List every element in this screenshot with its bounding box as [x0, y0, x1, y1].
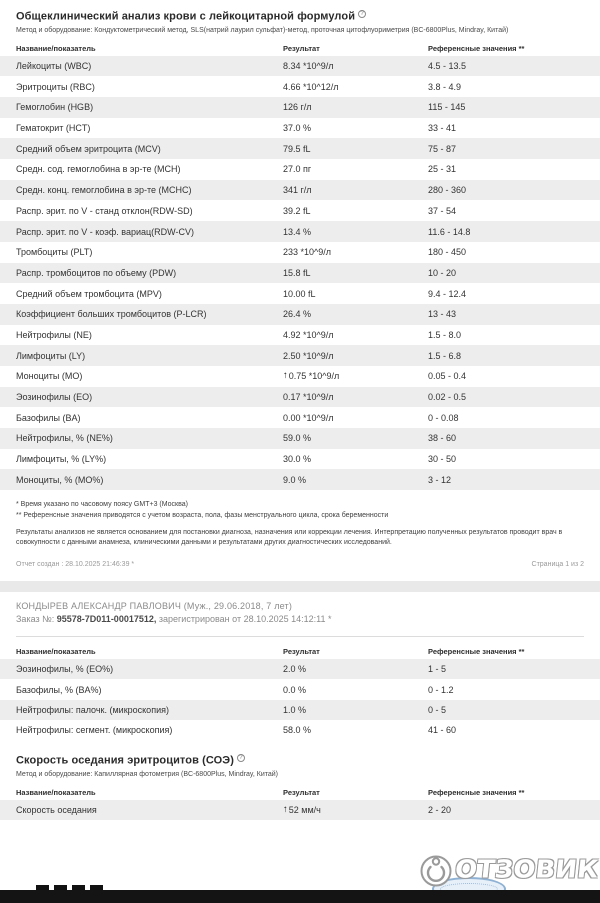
column-header-ref: Референсные значения **: [428, 43, 525, 53]
order-registered: зарегистрирован от 28.10.2025 14:12:11 *: [156, 614, 332, 625]
result-text: 10.00 fL: [283, 288, 316, 299]
result-text: 39.2 fL: [283, 205, 311, 216]
parameter-name: Средний объем эритроцита (MCV): [16, 143, 161, 154]
info-icon[interactable]: ?: [358, 10, 366, 18]
table-row: [0, 449, 600, 470]
parameter-name: Эозинофилы (EO): [16, 392, 93, 402]
reference-range: 11.6 - 14.8: [428, 226, 471, 237]
divider-line: [16, 636, 584, 637]
column-header-ref: Референсные значения **: [428, 787, 525, 797]
table-row: [0, 387, 600, 408]
result-text: 79.5 fL: [283, 143, 311, 154]
parameter-name: Средн. конц. гемоглобина в эр-те (MCHC): [16, 185, 192, 196]
disclaimer-text: Результаты анализов не является основанием для постановки диагноза, назначения или коррекции лечения. Интерпретацию полученных результатов проводит врач в совокупности с данными анамнеза, клиническими данными и результатами других диагностических исследований.: [16, 529, 563, 547]
reference-range: 1.5 - 8.0: [428, 329, 462, 340]
result-value: [283, 61, 428, 71]
reference-range: 41 - 60: [428, 725, 457, 736]
reference-range: 10 - 20: [428, 267, 457, 278]
cbc-section-title: [16, 10, 584, 23]
result-text: 26.4 %: [283, 309, 312, 320]
reference-range: 0 - 0.08: [428, 412, 459, 423]
table-row: [0, 304, 600, 325]
result-value: [283, 351, 428, 361]
table-row: [0, 428, 600, 449]
table-row: [0, 659, 600, 679]
result-value: [283, 330, 428, 340]
parameter-name: Лейкоциты (WBC): [16, 61, 92, 71]
result-text: 0.17 *10^9/л: [283, 392, 334, 402]
result-text: 2.50 *10^9/л: [283, 350, 334, 361]
otzovik-logo-icon: [418, 852, 454, 888]
reference-range: 37 - 54: [428, 205, 457, 216]
parameter-name: Моноциты, % (MO%): [16, 474, 104, 485]
table-row: [0, 97, 600, 118]
result-value: [283, 475, 428, 485]
reference-range: 280 - 360: [428, 185, 467, 196]
parameter-name: Средний объем тромбоцита (MPV): [16, 288, 162, 299]
table-row: [0, 76, 600, 97]
result-text: 0.75 *10^9/л: [288, 370, 340, 381]
parameter-name: Нейтрофилы, % (NE%): [16, 433, 113, 444]
reference-range: 1 - 5: [428, 664, 447, 675]
parameter-name: Нейтрофилы: палочк. (микроскопия): [16, 704, 169, 715]
page-separator: [0, 581, 600, 592]
reference-range: 33 - 41: [428, 123, 457, 134]
result-value: [283, 309, 428, 319]
order-line: [16, 614, 584, 624]
order-number: 95578-7D011-00017512,: [56, 614, 157, 625]
column-header-name: Название/показатель: [16, 647, 96, 657]
parameter-name: Базофилы, % (BA%): [16, 684, 102, 695]
result-text: 27.0 пг: [283, 164, 312, 175]
result-text: 13.4 %: [283, 226, 312, 237]
result-text: 4.92 *10^9/л: [283, 329, 334, 340]
table-row: [0, 242, 600, 263]
result-text: 30.0 %: [283, 454, 312, 465]
footnotes: [16, 499, 584, 521]
info-icon[interactable]: ?: [237, 754, 245, 762]
patient-block: [16, 601, 584, 624]
page-indicator: Страница 1 из 2: [531, 561, 584, 569]
parameter-name: Лимфоциты, % (LY%): [16, 454, 107, 465]
reference-range: 75 - 87: [428, 143, 457, 154]
cbc-title-text: Общеклинический анализ крови с лейкоцитарной формулой: [16, 10, 356, 23]
reference-range: 180 - 450: [428, 247, 467, 258]
reference-range: 3.8 - 4.9: [428, 81, 462, 92]
otzovik-watermark: [418, 852, 598, 888]
micro-table: [0, 659, 600, 740]
lab-report-page: [0, 10, 600, 34]
parameter-name: Распр. эрит. по V - коэф. вариац(RDW-CV): [16, 226, 194, 237]
table-row: [0, 366, 600, 387]
result-value: [283, 392, 428, 402]
table-row: [0, 159, 600, 180]
esr-table-header: [0, 785, 600, 800]
reference-range: 38 - 60: [428, 433, 457, 444]
parameter-name: Нейтрофилы: сегмент. (микроскопия): [16, 725, 173, 736]
watermark-text: ОТЗОВИК: [453, 855, 600, 885]
footnote-time: * Время указано по часовому поясу GMT+3 (Москва): [16, 501, 188, 509]
table-row: [0, 679, 600, 699]
parameter-name: Скорость оседания: [16, 805, 97, 816]
reference-range: 4.5 - 13.5: [428, 61, 467, 71]
result-text: 233 *10^9/л: [283, 247, 332, 258]
reference-range: 25 - 31: [428, 164, 457, 175]
reference-range: 0 - 1.2: [428, 684, 454, 695]
result-value: [283, 164, 428, 174]
footnote-ref: ** Референсные значения приводятся с учетом возраста, пола, фазы менструального цикла, срока беременности: [16, 512, 389, 520]
cbc-method-line: Метод и оборудование: Кондуктометрический метод, SLS(натрий лаурил сульфат)-метод, проточная цитофлуориметрия (BC-6800Plus, Mindray, Китай): [16, 26, 509, 34]
result-value: [283, 102, 428, 112]
parameter-name: Распр. эрит. по V - станд отклон(RDW-SD): [16, 205, 193, 216]
parameter-name: Лимфоциты (LY): [16, 350, 86, 361]
result-text: 58.0 %: [283, 725, 312, 736]
result-value: [283, 413, 428, 423]
esr-method-line: Метод и оборудование: Капиллярная фотометрия (BC-6800Plus, Mindray, Китай): [16, 770, 279, 778]
parameter-name: Распр. тромбоцитов по объему (PDW): [16, 267, 177, 278]
result-value: [283, 144, 428, 154]
table-row: [0, 200, 600, 221]
table-row: [0, 325, 600, 346]
result-text: 1.0 %: [283, 704, 307, 715]
result-value: [283, 82, 428, 92]
result-value: [283, 433, 428, 443]
reference-range: 2 - 20: [428, 805, 452, 816]
parameter-name: Средн. сод. гемоглобина в эр-те (MCH): [16, 164, 181, 175]
reference-range: 13 - 43: [428, 309, 457, 320]
column-header-name: Название/показатель: [16, 787, 96, 797]
column-header-name: Название/показатель: [16, 43, 96, 53]
result-value: [283, 685, 428, 695]
result-value: [283, 289, 428, 299]
result-value: [283, 185, 428, 195]
report-footer: [16, 561, 584, 568]
table-row: [0, 138, 600, 159]
order-prefix: Заказ №:: [16, 614, 57, 625]
table-row: [0, 407, 600, 428]
result-value: [283, 227, 428, 237]
parameter-name: Базофилы (BA): [16, 412, 81, 423]
esr-section-title: [16, 754, 584, 767]
result-value: [283, 705, 428, 715]
table-row: [0, 345, 600, 366]
table-row: [0, 800, 600, 820]
esr-table: [0, 800, 600, 820]
table-row: [0, 469, 600, 490]
report-created-timestamp: Отчет создан : 28.10.2025 21:46:39 *: [16, 561, 135, 569]
result-value: [283, 206, 428, 216]
parameter-name: Тромбоциты (PLT): [16, 247, 93, 258]
reference-range: 30 - 50: [428, 454, 457, 465]
result-value: [283, 268, 428, 278]
column-header-result: Результат: [283, 647, 320, 657]
result-text: 2.0 %: [283, 664, 307, 675]
result-text: 37.0 %: [283, 123, 312, 134]
high-arrow-icon: ↑: [283, 370, 288, 382]
table-row: [0, 263, 600, 284]
table-row: [0, 720, 600, 740]
result-value: [283, 805, 428, 816]
cbc-table-header: [0, 41, 600, 56]
reference-range: 0.02 - 0.5: [428, 392, 467, 402]
result-text: 4.66 *10^12/л: [283, 81, 339, 92]
reference-range: 9.4 - 12.4: [428, 288, 467, 299]
reference-range: 0.05 - 0.4: [428, 371, 467, 382]
result-text: 52 мм/ч: [288, 804, 321, 815]
table-row: [0, 221, 600, 242]
result-text: 9.0 %: [283, 474, 307, 485]
parameter-name: Моноциты (MO): [16, 371, 83, 382]
table-row: [0, 56, 600, 77]
result-text: 0.00 *10^9/л: [283, 412, 334, 423]
column-header-result: Результат: [283, 43, 320, 53]
table-row: [0, 118, 600, 139]
result-value: [283, 725, 428, 735]
reference-range: 115 - 145: [428, 102, 466, 113]
column-header-ref: Референсные значения **: [428, 647, 525, 657]
result-value: [283, 247, 428, 257]
column-header-result: Результат: [283, 787, 320, 797]
table-row: [0, 180, 600, 201]
result-text: 15.8 fL: [283, 267, 311, 278]
result-text: 59.0 %: [283, 433, 312, 444]
table-row: [0, 700, 600, 720]
result-text: 126 г/л: [283, 102, 312, 113]
result-value: [283, 664, 428, 674]
cbc-table: [0, 56, 600, 490]
parameter-name: Коэффициент больших тромбоцитов (P-LCR): [16, 309, 207, 320]
parameter-name: Нейтрофилы (NE): [16, 329, 92, 340]
parameter-name: Эозинофилы, % (EO%): [16, 664, 114, 675]
result-text: 341 г/л: [283, 185, 312, 196]
result-text: 0.0 %: [283, 684, 307, 695]
bottom-black-bar: [0, 890, 600, 903]
table-row: [0, 283, 600, 304]
result-value: [283, 371, 428, 382]
parameter-name: Эритроциты (RBC): [16, 81, 95, 92]
result-text: 8.34 *10^9/л: [283, 61, 334, 71]
esr-title-text: Скорость оседания эритроцитов (СОЭ): [16, 754, 234, 767]
micro-table-header: [0, 644, 600, 659]
patient-name: КОНДЫРЕВ АЛЕКСАНДР ПАВЛОВИЧ (Муж., 29.06.2018, 7 лет): [16, 601, 293, 612]
reference-range: 1.5 - 6.8: [428, 350, 462, 361]
parameter-name: Гематокрит (HCT): [16, 123, 91, 134]
reference-range: 3 - 12: [428, 474, 452, 485]
reference-range: 0 - 5: [428, 704, 447, 715]
parameter-name: Гемоглобин (HGB): [16, 102, 94, 113]
result-value: [283, 454, 428, 464]
high-arrow-icon: ↑: [283, 804, 288, 816]
result-value: [283, 123, 428, 133]
